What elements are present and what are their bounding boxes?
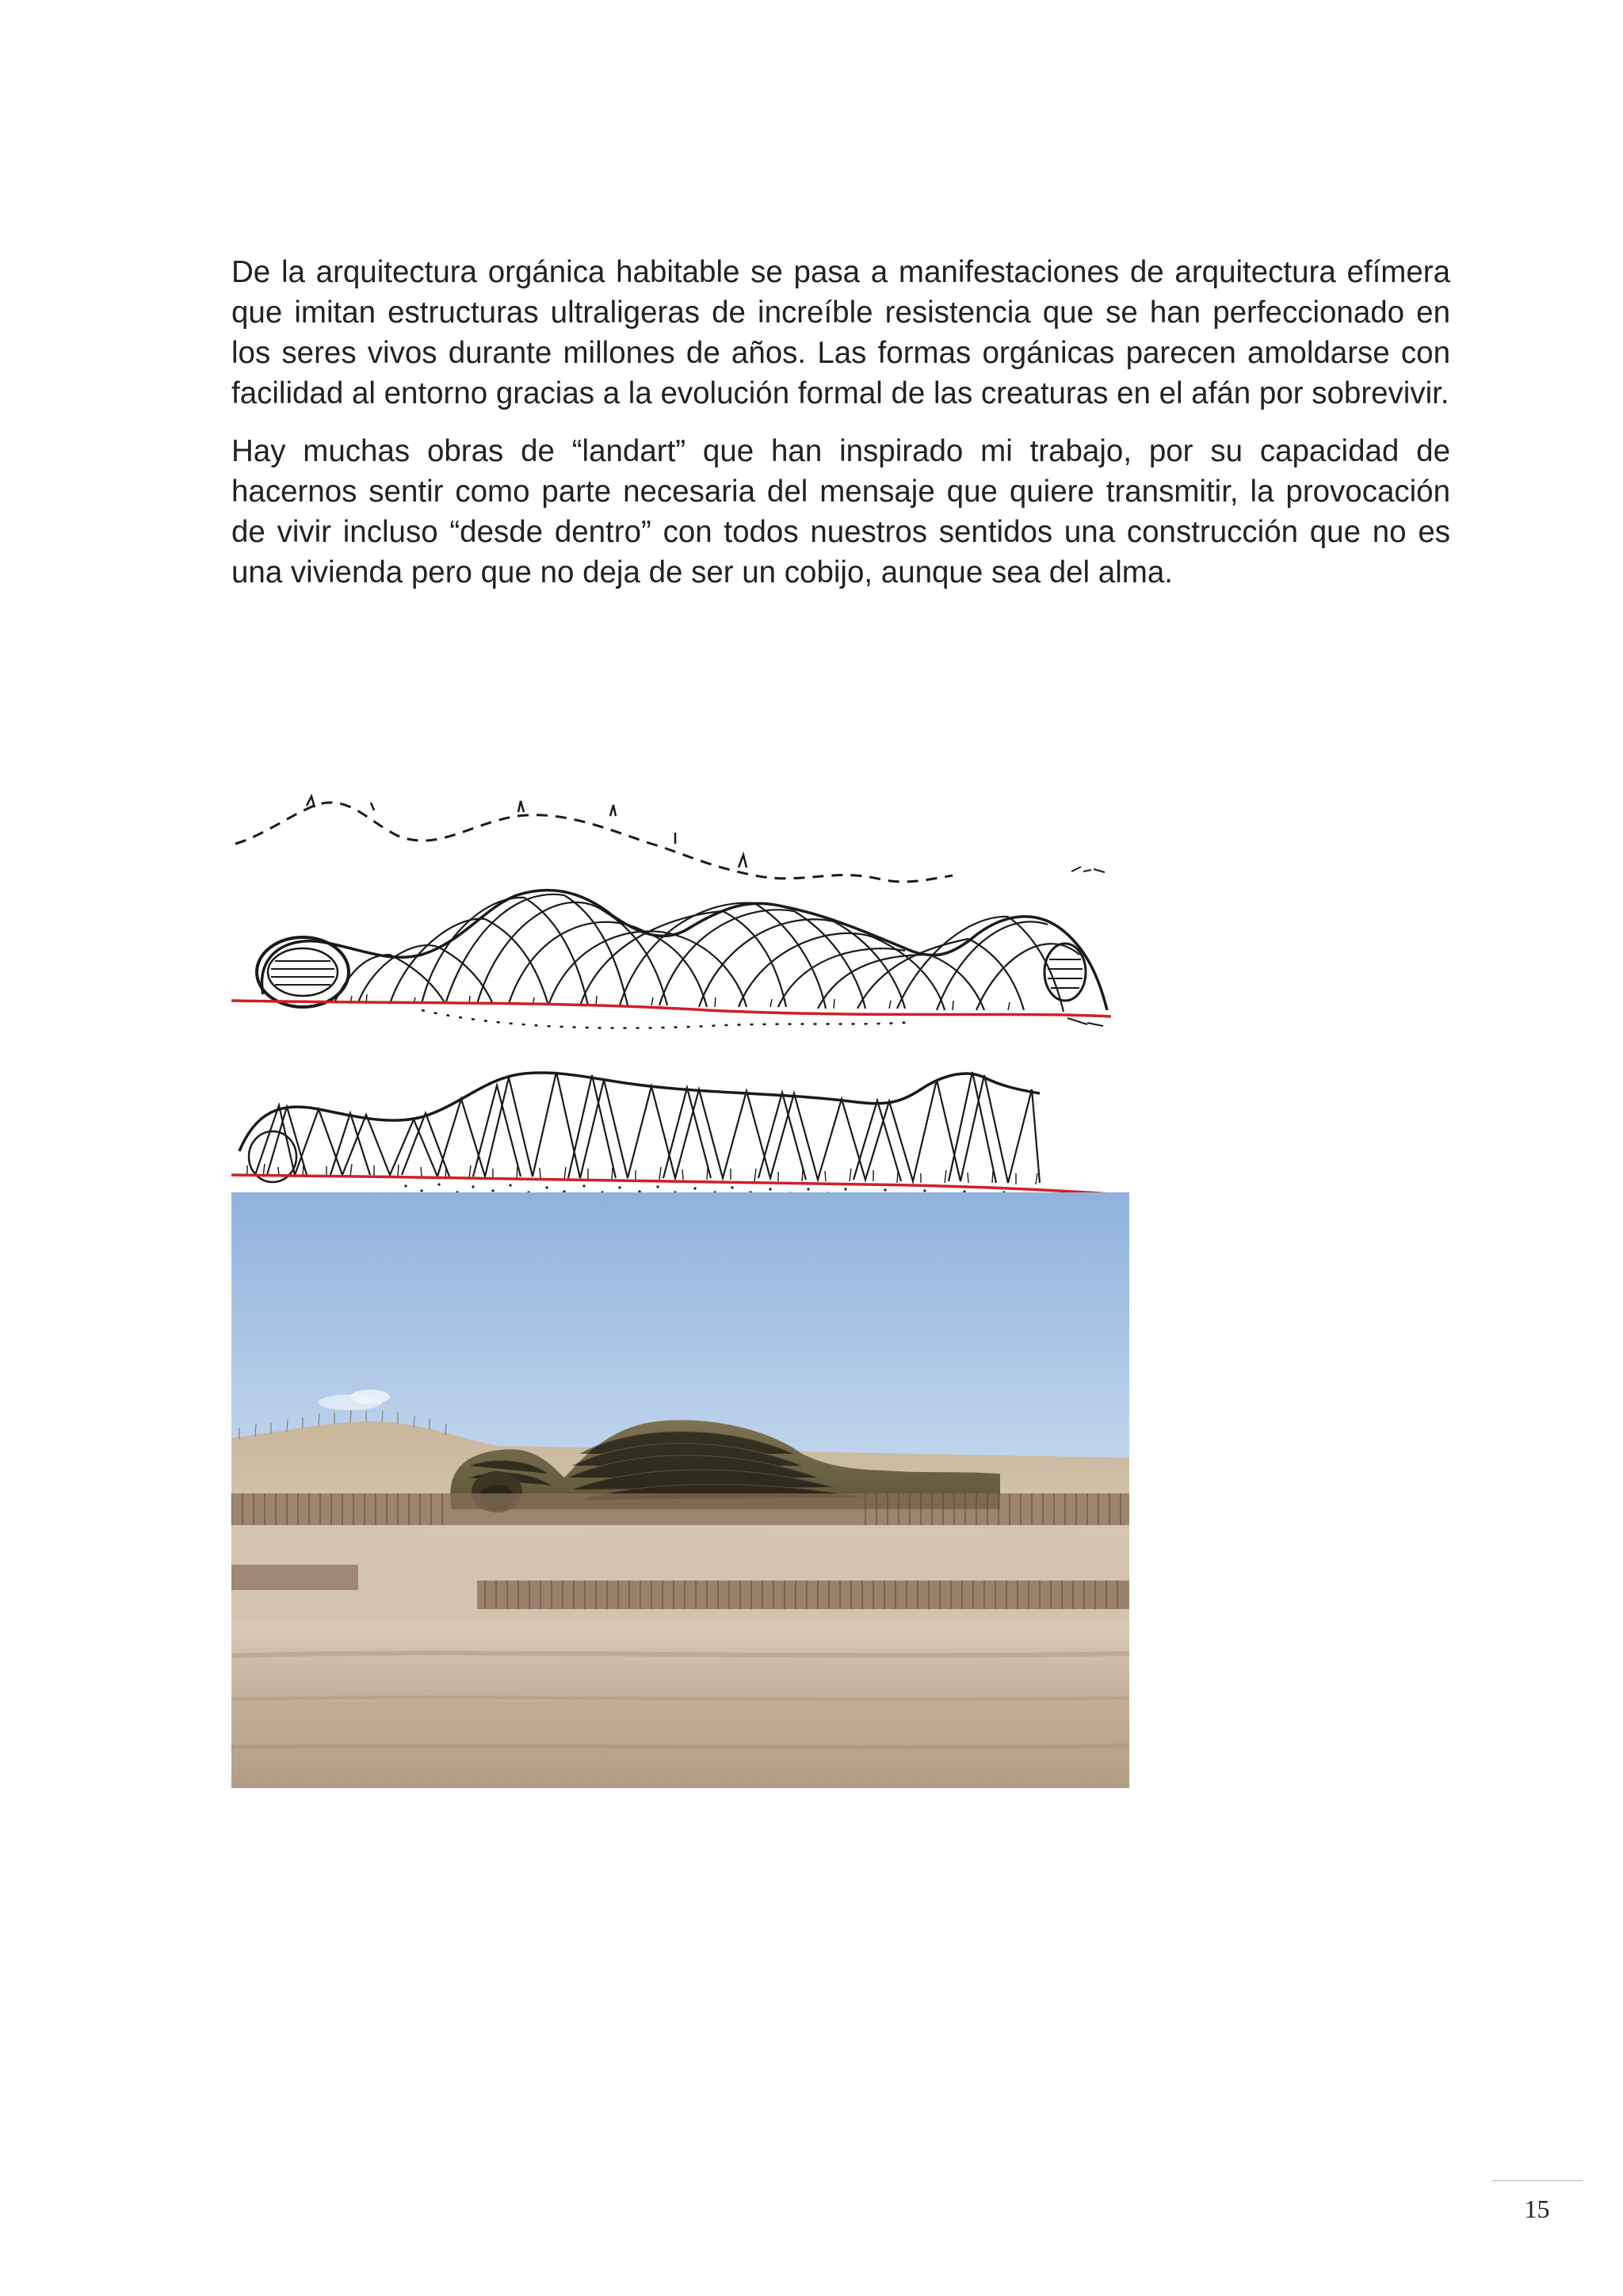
sketch-elevation-1 xyxy=(231,717,1129,1030)
page-footer xyxy=(1491,2180,1583,2228)
figure-landart xyxy=(231,717,1129,1866)
paragraph-1: De la arquitectura orgánica habitable se pasa a manifestaciones de arquitectura efímera que imitan estructuras ultraligeras de increíble resistencia que se han perfeccionado en los seres vivos durante millones de años. Las formas orgánicas parecen amoldarse con facilidad al entorno gracias a la evolución formal de las creaturas en el afán por sobrevivir. xyxy=(231,255,1450,410)
footer-rule xyxy=(1491,2180,1583,2181)
paragraph-2: Hay muchas obras de “landart” que han inspirado mi trabajo, por su capacidad de hacernos sentir como parte necesaria del mensaje que quiere transmitir, la provocación de vivir incluso “desde dentro” con todos nuestros sentidos una construcción que no es una vivienda pero que no deja de ser un cobijo, aunque sea del alma. xyxy=(231,434,1450,589)
sketch-elevation-2 xyxy=(231,1058,1129,1196)
page-number: 15 xyxy=(1524,2195,1550,2223)
body-text xyxy=(231,252,1450,610)
photo-beach-structure xyxy=(231,1192,1129,1788)
